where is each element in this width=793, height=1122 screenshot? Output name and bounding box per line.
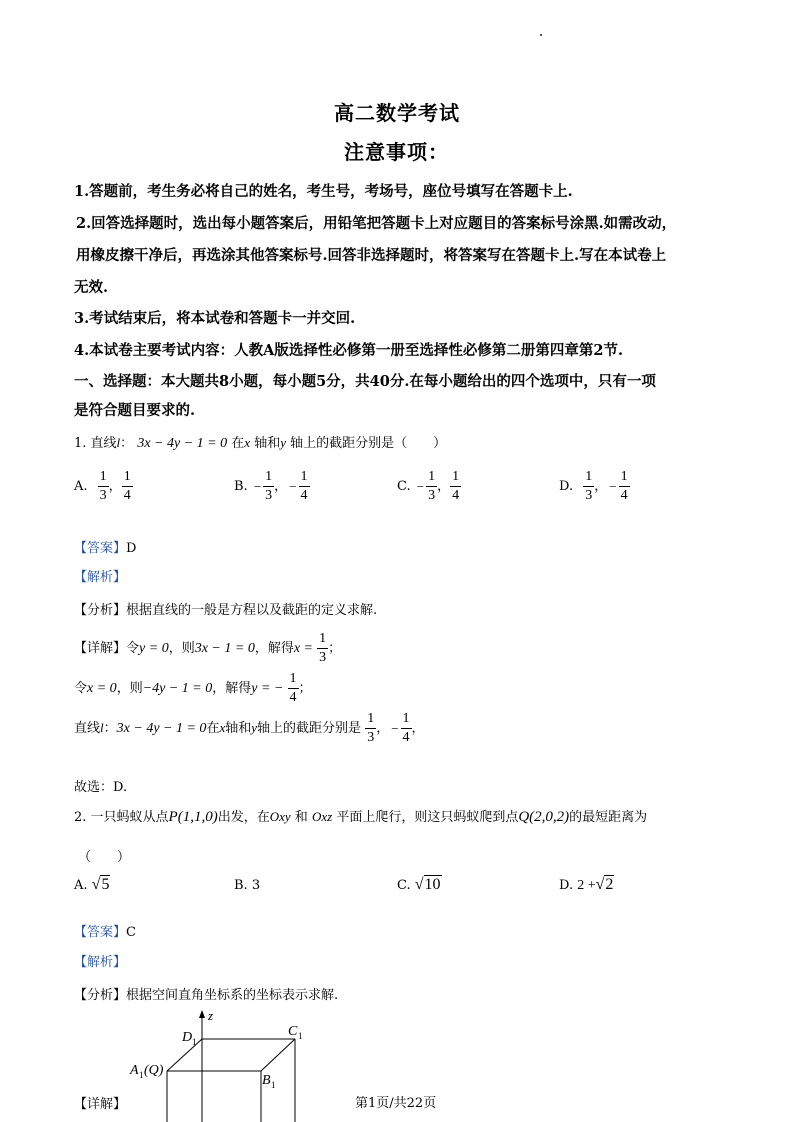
detail-tag: 【详解】 bbox=[74, 641, 127, 656]
page-subtitle: 注意事项： bbox=[344, 140, 449, 164]
q1-detail-line3: 直线l：3x − 4y − 1 = 0在x轴和y轴上的截距分别是 $\frac{1}{3}$ ， − $\frac{1}{4}$ ， bbox=[74, 711, 425, 745]
separator: ， bbox=[274, 479, 288, 494]
note-3: 3.考试结束后，将本试卷和答题卡一并交回. bbox=[74, 310, 356, 327]
minus-sign: − bbox=[289, 478, 297, 494]
fraction: $\frac{1}{4}$ bbox=[300, 469, 308, 503]
q2-fenxi: 【分析】根据空间直角坐标系的坐标表示求解. bbox=[74, 988, 339, 1003]
label-a1-q: (Q) bbox=[144, 1063, 164, 1078]
section-heading: 一、选择题：本大题共8小题，每小题5分，共40分.在每小题给出的四个选项中，只有一项 bbox=[74, 373, 656, 390]
q2-option-d[interactable] bbox=[559, 876, 614, 894]
section-heading-cont: 是符合题目要求的. bbox=[74, 402, 196, 419]
note-2-end: 无效. bbox=[74, 279, 109, 296]
fraction: $\frac{1}{3}$ bbox=[428, 469, 436, 503]
fenxi-text: 根据直线的一般是方程以及截距的定义求解. bbox=[126, 603, 378, 618]
q1-mid2: 轴和 bbox=[254, 436, 281, 451]
q1-line-name: l bbox=[116, 435, 121, 450]
fraction: $\frac{1}{3}$ bbox=[319, 631, 327, 665]
q2-detail-tag: 【详解】 bbox=[74, 1097, 127, 1112]
q1-detail-line2: 令x = 0，则−4y − 1 = 0，解得y = − $\frac{1}{4}$ ； bbox=[74, 671, 312, 705]
label-d1-sub: 1 bbox=[192, 1037, 197, 1047]
q1-fenxi bbox=[74, 599, 377, 618]
separator: ， bbox=[437, 479, 451, 494]
q1-option-b[interactable] bbox=[234, 470, 310, 503]
minus-sign: − bbox=[253, 478, 262, 494]
option-label: B. bbox=[234, 479, 248, 494]
option-label: D. bbox=[559, 878, 574, 893]
scan-dot bbox=[540, 34, 542, 36]
answer-tag: 【答案】 bbox=[74, 541, 127, 556]
page-title: 高二数学考试 bbox=[334, 101, 460, 125]
label-a1: A bbox=[130, 1063, 139, 1078]
answer-value: C bbox=[126, 925, 136, 940]
answer-tag: 【答案】 bbox=[74, 925, 127, 940]
q1-analysis-tag: 【解析】 bbox=[74, 570, 127, 585]
option-label: B. bbox=[234, 878, 248, 893]
q2-answer bbox=[74, 921, 136, 940]
label-d1: D bbox=[182, 1030, 193, 1045]
label-c1: C bbox=[288, 1024, 298, 1039]
note-2-cont: 用橡皮擦干净后，再选涂其他答案标号.回答非选择题时，将答案写在答题卡上.写在本试卷上 bbox=[76, 247, 667, 264]
q2-option-a[interactable] bbox=[74, 876, 110, 894]
q1-prefix: 1. 直线 bbox=[74, 436, 117, 451]
option-label: C. bbox=[397, 479, 411, 494]
q2-option-b[interactable] bbox=[234, 878, 260, 893]
minus-sign: − bbox=[416, 478, 425, 494]
note-4: 4.本试卷主要考试内容：人教A版选择性必修第一册至选择性必修第二册第四章第2节. bbox=[74, 342, 624, 359]
q1-answer bbox=[74, 537, 136, 556]
q1-option-c[interactable] bbox=[397, 470, 461, 503]
q1-tail: 轴上的截距分别是（ ） bbox=[290, 436, 447, 451]
question-1 bbox=[74, 432, 446, 452]
q2-analysis-tag: 【解析】 bbox=[74, 955, 127, 970]
option-text: 2 + bbox=[577, 878, 596, 893]
fraction: $\frac{1}{4}$ bbox=[402, 711, 410, 745]
q1-y: y bbox=[280, 435, 286, 450]
question-2: 2. 一只蚂蚁从点P(1,1,0)出发，在Oxy 和 Oxz 平面上爬行，则这只蚂蚁爬到点Q(2,0,2)的最短距离为 bbox=[74, 809, 648, 825]
note-1: 1.答题前，考生务必将自己的姓名，考生号，考场号，座位号填写在答题卡上. bbox=[74, 183, 573, 200]
option-label: A. bbox=[74, 479, 88, 494]
q2-paren: （ ） bbox=[78, 850, 131, 865]
q1-mid: 在 bbox=[231, 436, 245, 451]
fraction: $\frac{1}{3}$ bbox=[99, 469, 107, 503]
fraction: $\frac{1}{4}$ bbox=[123, 469, 131, 503]
sqrt: √5 bbox=[91, 876, 110, 893]
q1-x: x bbox=[244, 435, 251, 450]
cube-figure bbox=[120, 1006, 320, 1122]
option-label: D. bbox=[559, 479, 574, 494]
q2-option-c[interactable] bbox=[397, 876, 442, 894]
q1-colon: ： bbox=[120, 436, 134, 451]
q1-option-d[interactable] bbox=[559, 470, 630, 503]
answer-value: D bbox=[126, 541, 137, 556]
edge-c1b1 bbox=[261, 1039, 295, 1071]
fraction: $\frac{1}{4}$ bbox=[289, 671, 297, 705]
z-axis-arrow bbox=[199, 1010, 205, 1018]
label-c1-sub: 1 bbox=[298, 1031, 303, 1041]
fenxi-tag: 【分析】 bbox=[74, 603, 127, 618]
fraction: $\frac{1}{3}$ bbox=[585, 469, 593, 503]
fraction: $\frac{1}{3}$ bbox=[367, 711, 375, 745]
label-b1-sub: 1 bbox=[271, 1080, 276, 1090]
fraction: $\frac{1}{3}$ bbox=[265, 469, 273, 503]
page-number: 第1页/共22页 bbox=[355, 1096, 437, 1111]
note-2: 2.回答选择题时，选出每小题答案后，用铅笔把答题卡上对应题目的答案标号涂黑.如需改动， bbox=[76, 215, 677, 232]
option-text: 3 bbox=[251, 878, 261, 893]
separator: ， bbox=[108, 479, 122, 494]
fraction: $\frac{1}{4}$ bbox=[452, 469, 460, 503]
separator: ， bbox=[594, 479, 608, 494]
q1-choose: 故选：D. bbox=[74, 780, 128, 795]
q1-equation: 3x − 4y − 1 = 0 bbox=[137, 436, 228, 451]
minus-sign: − bbox=[609, 478, 617, 494]
label-z: z bbox=[208, 1008, 214, 1023]
option-label: C. bbox=[397, 878, 411, 893]
sqrt: √2 bbox=[595, 876, 614, 893]
label-a1-sub: 1 bbox=[139, 1070, 144, 1080]
label-b1: B bbox=[262, 1073, 271, 1088]
q1-detail-line1: 【详解】令y = 0，则3x − 1 = 0，解得x = $\frac{1}{3}$ ； bbox=[74, 631, 342, 665]
option-label: A. bbox=[74, 878, 88, 893]
fraction: $\frac{1}{4}$ bbox=[620, 469, 628, 503]
sqrt: √10 bbox=[414, 876, 441, 893]
q1-option-a[interactable] bbox=[74, 470, 133, 503]
